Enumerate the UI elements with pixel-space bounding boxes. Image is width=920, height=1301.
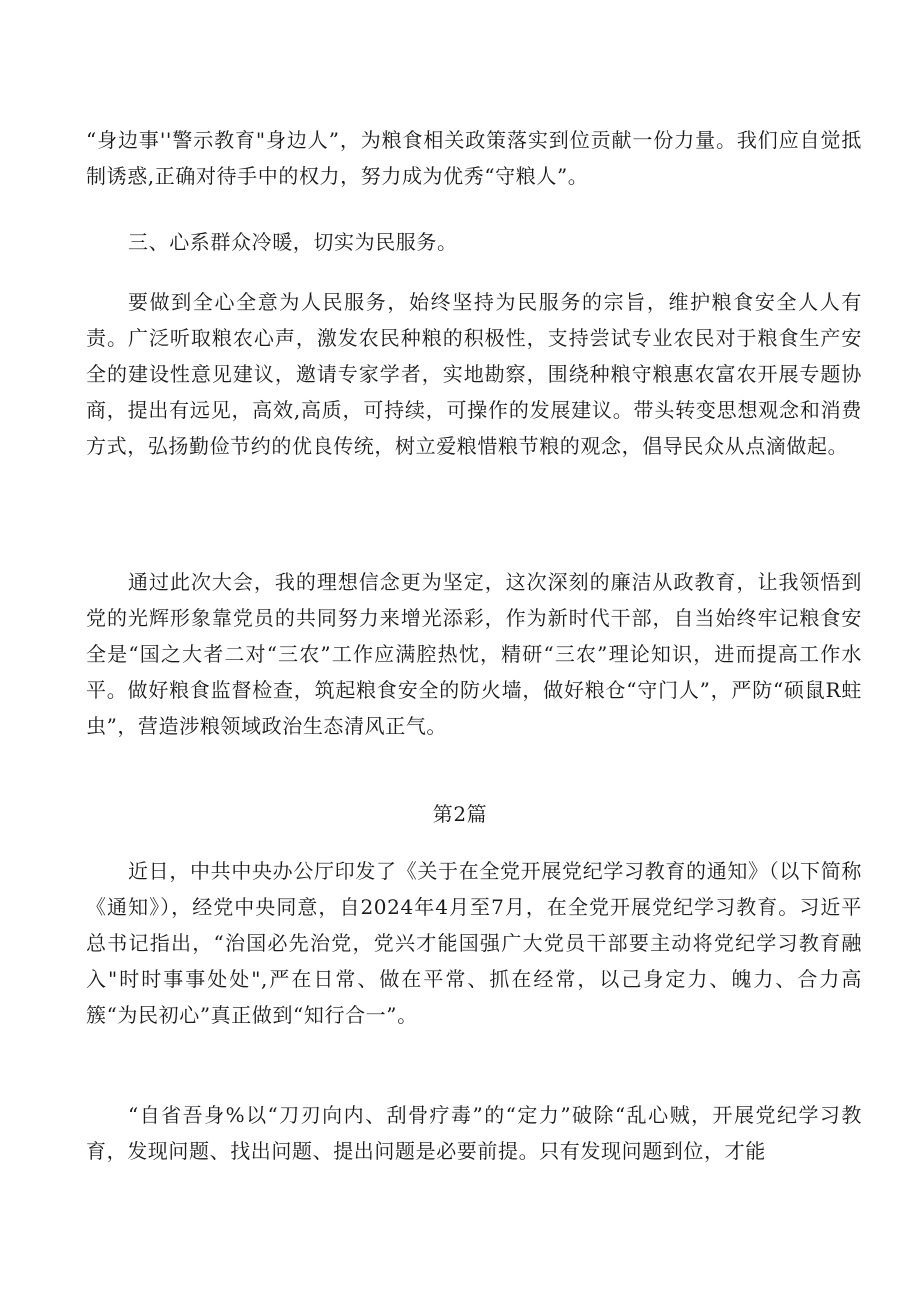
paragraph-3: 要做到全心全意为人民服务，始终坚持为民服务的宗旨，维护粮食安全人人有责。广泛听取粮农心声，激发农民种粮的积极性，支持尝试专业农民对于粮食生产安全的建设性意见建议，邀请专家学者，实地勘察，围绕种粮守粮惠农富农开展专题协商，提出有远见，高效,高质，可持续，可操作的发展建议。带头转变思想观念和消费方式，弘扬勤俭节约的优良传统，树立爱粮惜粮节粮的观念，倡导民众从点滴做起。 — [86, 290, 862, 458]
paragraph-1: “身边事''警示教育"身边人”，为粮食相关政策落实到位贡献一份力量。我们应自觉抵制诱惑,正确对待手中的权力，努力成为优秀“守粮人”。 — [86, 128, 862, 188]
paragraph-5: 近日，中共中央办公厅印发了《关于在全党开展党纪学习教育的通知》（以下简称《通知》），经党中央同意，自2024年4月至7月，在全党开展党纪学习教育。习近平总书记指出，“治国必先治党，党兴才能国强广大党员干部要主动将党纪学习教育融入"时时事事处处",严在日常、做在平常、抓在经常，以己身定力、魄力、合力高簇“为民初心”真正做到“知行合一”。 — [86, 859, 862, 1027]
paragraph-2-subheading: 三、心系群众冷暖，切实为民服务。 — [128, 230, 458, 254]
paragraph-6: “自省吾身%以“刀刃向内、刮骨疗毒”的“定力”破除“乱心贼，开展党纪学习教育，发现问题、找出问题、提出问题是必要前提。只有发现问题到位，才能 — [86, 1103, 862, 1163]
paragraph-4: 通过此次大会，我的理想信念更为坚定，这次深刻的廉洁从政教育，让我领悟到党的光辉形象靠党员的共同努力来增光添彩，作为新时代干部，自当始终牢记粮食安全是“国之大者二对“三农”工作应满腔热忱，精研“三农”理论知识，进而提高工作水平。做好粮食监督检查，筑起粮食安全的防火墙，做好粮仓“守门人”，严防“硕鼠R蛀虫”，营造涉粮领域政治生态清风正气。 — [86, 570, 862, 738]
section-heading: 第2篇 — [432, 802, 488, 826]
